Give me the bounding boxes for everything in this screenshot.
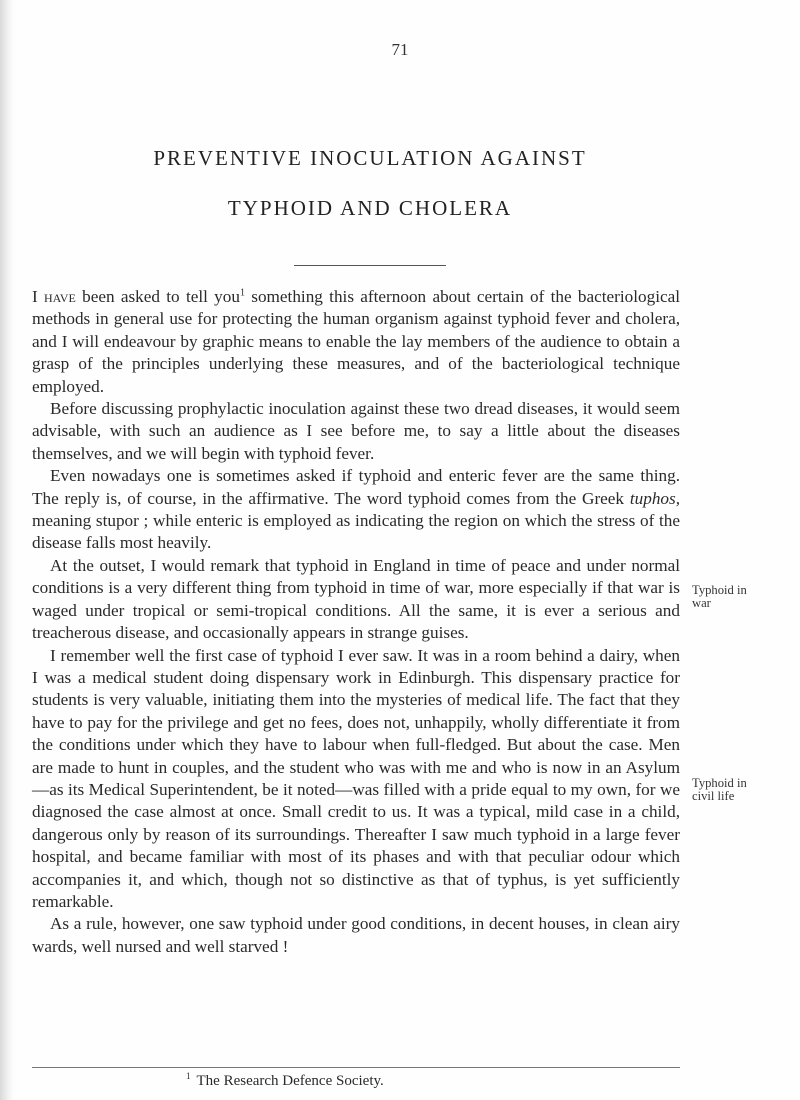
paragraph-1-lead: I have [32,287,76,306]
paragraph-1-text-b: something this afternoon about certain of the bacteriological methods in general use for protecting the human organism against typhoid fever and cholera, and I will endeavour by graphic means to enable the lay members of the audience to obtain a grasp of the principles underlying these measures, and of the bacteriological technique employed. [32,287,680,396]
paragraph-6: As a rule, however, one saw typhoid under good conditions, in decent houses, in clean airy wards, well nursed and well starved ! [32,914,680,956]
title-divider [294,265,446,266]
paragraph-3-text-b: meaning stupor ; while enteric is employed as indicating the region on which the stress of the disease falls most heavily. [32,511,680,553]
paragraph-4: At the outset, I would remark that typhoid in England in time of peace and under normal conditions is a very different thing from typhoid in time of war, more especially if that war is waged under tropical or semi-tropical conditions. All the same, it is ever a serious and treacherous disease, and occasionally appears in strange guises. [32,555,680,643]
footnote-mark: 1 [186,1071,191,1081]
paragraph-2: Before discussing prophylactic inoculation against these two dread diseases, it would seem advisable, with such an audience as I see before me, to say a little about the diseases themselves, and we will begin with typhoid fever. [32,399,680,463]
paragraph-1-text-a: been asked to tell you [75,287,240,306]
chapter-title-line-1: PREVENTIVE INOCULATION AGAINST [153,146,587,170]
paragraph-3-text-a: Even nowadays one is sometimes asked if typhoid and enteric fever are the same thing. The reply is, of course, in the affirmative. The word typhoid comes from the Greek [32,466,680,508]
footnote [186,1072,384,1090]
footnote-text: The Research Defence Society. [196,1073,384,1089]
body-text [32,286,680,958]
margin-note-typhoid-in-civil-life: Typhoid in civil life [692,776,747,803]
paragraph-3-italic: tuphos, [629,488,680,508]
page-number: 71 [391,40,409,59]
footnote-reference: 1 [239,287,245,299]
margin-note-typhoid-in-war: Typhoid in war [692,583,747,610]
footnote-divider [32,1067,680,1068]
paragraph-5: I remember well the first case of typhoid I ever saw. It was in a room behind a dairy, when I was a medical student doing dispensary work in Edinburgh. This dispensary practice for students is very valuable, initiating them into the mysteries of medical life. The fact that they have to pay for the privilege and get no fees, does not, unhappily, wholly differentiate it from the conditions under which they have to labour when full-fledged. But about the case. Men are made to hunt in couples, and the student who was with me and who is now in an Asylum—as its Medical Superintendent, be it noted—was filled with a pride equal to my own, for we diagnosed the case almost at once. Small credit to us. It was a typical, mild case in a child, dangerous only by reason of its surroundings. Thereafter I saw much typhoid in a large fever hospital, and became familiar with most of its phases and with that peculiar odour which accompanies it, and which, though not so distinctive as that of typhus, is yet sufficiently remarkable. [32,645,680,911]
paragraph-3 [32,465,680,555]
paragraph-1 [32,286,680,398]
chapter-title-line-2: TYPHOID AND CHOLERA [227,196,513,220]
